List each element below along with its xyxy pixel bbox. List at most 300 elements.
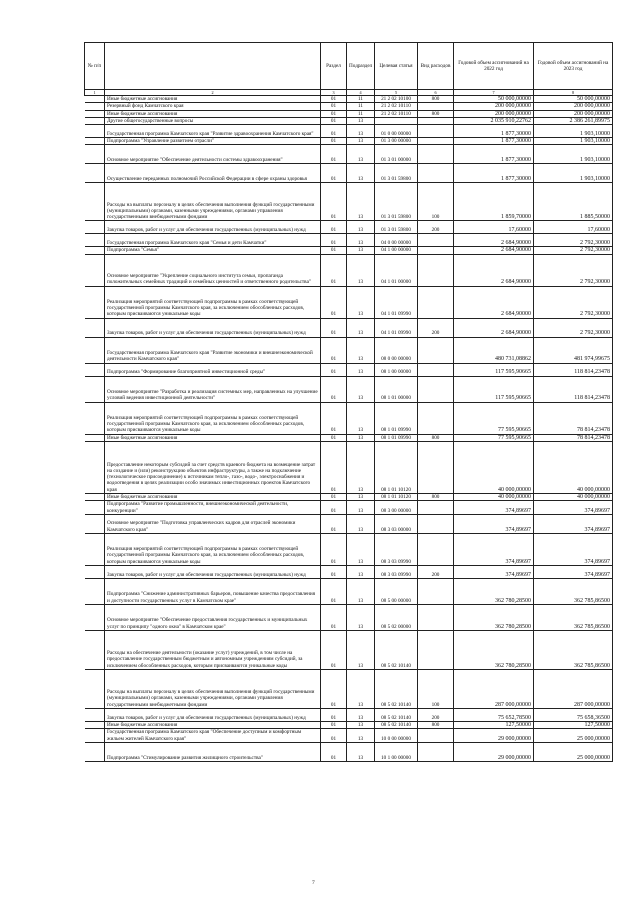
item-name-cell: Предоставление некоторым субсидий за счет средств краевого бюджета на возмещение затрат на создание и (или) реконструкцию объектов инфраструктуры, а также на подключение (технологическое присоединение) к источникам тепло-, газо-, водо-, электроснабжения и водоотведения в целях реализации особо значимых инвестиционных проектов Камчатского края — [105, 442, 321, 494]
allocation-2023-cell: 374,89697 — [534, 514, 613, 533]
row-number-cell — [85, 337, 105, 363]
row-number-cell — [85, 501, 105, 515]
target-article-cell — [375, 117, 418, 124]
subsection-cell: 13 — [347, 363, 375, 376]
target-article-cell: 08 3 03 00000 — [375, 514, 418, 533]
row-number-cell — [85, 533, 105, 565]
target-article-cell: 01 3 01 59800 — [375, 183, 418, 221]
allocation-2022-cell: 77 595,90665 — [454, 434, 534, 441]
allocation-2022-cell: 374,89697 — [454, 533, 534, 565]
expense-kind-cell: 200 — [418, 708, 454, 721]
table-row — [85, 669, 613, 708]
target-article-cell: 08 1 01 00000 — [375, 376, 418, 402]
target-article-cell: 08 5 02 10140 — [375, 669, 418, 708]
budget-allocation-table — [84, 42, 613, 762]
target-article-cell: 08 5 02 10140 — [375, 630, 418, 669]
item-name-cell: Закупка товаров, работ и услуг для обеспечения государственных (муниципальных) нужд — [105, 565, 321, 578]
row-number-cell — [85, 514, 105, 533]
row-number-cell — [85, 434, 105, 441]
section-cell: 01 — [321, 234, 347, 247]
allocation-2023-cell: 118 814,23478 — [534, 376, 613, 402]
expense-kind-cell — [418, 254, 454, 286]
allocation-2023-cell: 2 792,30000 — [534, 254, 613, 286]
target-article-cell: 08 1 01 10120 — [375, 494, 418, 501]
table-row — [85, 494, 613, 501]
target-article-cell: 08 5 02 00000 — [375, 604, 418, 630]
allocation-2023-cell: 2 792,30000 — [534, 234, 613, 247]
allocation-2022-cell: 2 684,90000 — [454, 247, 534, 254]
expense-kind-cell — [418, 376, 454, 402]
section-cell: 01 — [321, 708, 347, 721]
section-cell: 01 — [321, 145, 347, 164]
item-name-cell: Расходы на обеспечение деятельности (оказание услуг) учреждений, в том числе на предоставление государственным бюджетным и автономным учреждениям субсидий, за исключением обособленных расходов, которым присваиваются уникальные коды — [105, 630, 321, 669]
table-row — [85, 234, 613, 247]
item-name-cell: Подпрограмма "Развитие промышленности, внешнеэкономической деятельности, конкуренции" — [105, 501, 321, 515]
subsection-cell: 13 — [347, 234, 375, 247]
subsection-cell: 13 — [347, 669, 375, 708]
subsection-cell: 11 — [347, 103, 375, 110]
expense-kind-cell: 100 — [418, 183, 454, 221]
row-number-cell — [85, 318, 105, 337]
allocation-2023-cell: 118 814,23478 — [534, 363, 613, 376]
row-number-cell — [85, 221, 105, 234]
allocation-2022-cell: 362 780,28500 — [454, 578, 534, 604]
subsection-cell: 13 — [347, 729, 375, 743]
subsection-cell: 13 — [347, 337, 375, 363]
target-article-cell: 04 1 00 00000 — [375, 247, 418, 254]
table-row — [85, 708, 613, 721]
target-article-cell: 08 3 03 09990 — [375, 565, 418, 578]
section-cell: 01 — [321, 565, 347, 578]
expense-kind-cell — [418, 630, 454, 669]
header-expense-kind: Вид расходов — [418, 43, 454, 90]
column-number: 4 — [347, 90, 375, 96]
section-cell: 01 — [321, 103, 347, 110]
allocation-2022-cell: 2 035 910,22762 — [454, 117, 534, 124]
expense-kind-cell: 800 — [418, 721, 454, 728]
row-number-cell — [85, 254, 105, 286]
column-number: 7 — [454, 90, 534, 96]
allocation-2023-cell: 362 785,86500 — [534, 630, 613, 669]
item-name-cell: Закупка товаров, работ и услуг для обеспечения государственных (муниципальных) нужд — [105, 221, 321, 234]
column-number: 6 — [418, 90, 454, 96]
item-name-cell: Закупка товаров, работ и услуг для обеспечения государственных (муниципальных) нужд — [105, 708, 321, 721]
subsection-cell: 13 — [347, 442, 375, 494]
section-cell: 01 — [321, 247, 347, 254]
allocation-2022-cell: 374,89697 — [454, 565, 534, 578]
expense-kind-cell — [418, 514, 454, 533]
table-row — [85, 164, 613, 183]
allocation-2022-cell: 40 000,00000 — [454, 442, 534, 494]
row-number-cell — [85, 721, 105, 728]
allocation-2022-cell: 362 780,28500 — [454, 604, 534, 630]
item-name-cell: Государственная программа Камчатского края "Обеспечение доступным и комфортным жильем жителей Камчатского края" — [105, 729, 321, 743]
item-name-cell: Основное мероприятие "Подготовка управленческих кадров для отраслей экономики Камчатского края" — [105, 514, 321, 533]
table-row — [85, 96, 613, 103]
row-number-cell — [85, 565, 105, 578]
target-article-cell: 01 3 01 59800 — [375, 221, 418, 234]
allocation-2022-cell: 117 595,90665 — [454, 363, 534, 376]
expense-kind-cell — [418, 578, 454, 604]
subsection-cell: 13 — [347, 533, 375, 565]
expense-kind-cell — [418, 533, 454, 565]
allocation-2022-cell: 374,89697 — [454, 501, 534, 515]
item-name-cell: Расходы на выплаты персоналу в целях обеспечения выполнения функций государственными (муниципальными) органами, казенными учреждениями, органами управления государственными внебюджетными фондами — [105, 183, 321, 221]
table-row — [85, 402, 613, 434]
expense-kind-cell — [418, 501, 454, 515]
row-number-cell — [85, 117, 105, 124]
target-article-cell: 08 1 01 09990 — [375, 434, 418, 441]
expense-kind-cell — [418, 125, 454, 138]
allocation-2022-cell: 1 859,70000 — [454, 183, 534, 221]
table-header-row — [85, 43, 613, 90]
allocation-2023-cell: 362 785,86500 — [534, 578, 613, 604]
allocation-2023-cell: 287 000,00000 — [534, 669, 613, 708]
item-name-cell: Иные бюджетные ассигнования — [105, 721, 321, 728]
expense-kind-cell — [418, 286, 454, 318]
allocation-2022-cell: 1 877,30000 — [454, 164, 534, 183]
target-article-cell: 04 0 00 00000 — [375, 234, 418, 247]
subsection-cell: 13 — [347, 138, 375, 145]
table-row — [85, 110, 613, 117]
expense-kind-cell: 100 — [418, 669, 454, 708]
allocation-2023-cell: 1 903,10000 — [534, 125, 613, 138]
allocation-2022-cell: 200 000,00000 — [454, 103, 534, 110]
subsection-cell: 13 — [347, 494, 375, 501]
expense-kind-cell: 200 — [418, 318, 454, 337]
section-cell: 01 — [321, 96, 347, 103]
subsection-cell: 13 — [347, 254, 375, 286]
allocation-2023-cell: 200 000,00000 — [534, 110, 613, 117]
allocation-2022-cell: 1 877,30000 — [454, 145, 534, 164]
row-number-cell — [85, 363, 105, 376]
section-cell: 01 — [321, 318, 347, 337]
table-row — [85, 247, 613, 254]
expense-kind-cell — [418, 138, 454, 145]
subsection-cell: 13 — [347, 434, 375, 441]
table-row — [85, 254, 613, 286]
expense-kind-cell: 800 — [418, 96, 454, 103]
table-row — [85, 533, 613, 565]
table-row — [85, 145, 613, 164]
target-article-cell: 08 0 00 00000 — [375, 337, 418, 363]
expense-kind-cell — [418, 103, 454, 110]
target-article-cell: 21 2 02 10110 — [375, 110, 418, 117]
allocation-2022-cell: 374,89697 — [454, 514, 534, 533]
subsection-cell: 13 — [347, 286, 375, 318]
column-number: 5 — [375, 90, 418, 96]
expense-kind-cell — [418, 604, 454, 630]
target-article-cell: 08 3 03 09990 — [375, 533, 418, 565]
section-cell: 01 — [321, 578, 347, 604]
allocation-2023-cell: 50 000,00000 — [534, 96, 613, 103]
table-row — [85, 514, 613, 533]
row-number-cell — [85, 376, 105, 402]
target-article-cell: 01 3 00 00000 — [375, 138, 418, 145]
expense-kind-cell — [418, 337, 454, 363]
subsection-cell: 13 — [347, 578, 375, 604]
table-row — [85, 363, 613, 376]
row-number-cell — [85, 708, 105, 721]
section-cell: 01 — [321, 138, 347, 145]
table-row — [85, 103, 613, 110]
row-number-cell — [85, 604, 105, 630]
subsection-cell: 13 — [347, 501, 375, 515]
expense-kind-cell — [418, 117, 454, 124]
table-row — [85, 318, 613, 337]
allocation-2023-cell: 25 000,00000 — [534, 729, 613, 743]
target-article-cell: 08 1 01 09990 — [375, 402, 418, 434]
table-row — [85, 565, 613, 578]
subsection-cell: 13 — [347, 125, 375, 138]
allocation-2022-cell: 1 877,30000 — [454, 138, 534, 145]
subsection-cell: 13 — [347, 221, 375, 234]
section-cell: 01 — [321, 533, 347, 565]
allocation-2023-cell: 362 785,86500 — [534, 604, 613, 630]
target-article-cell: 08 5 02 10140 — [375, 708, 418, 721]
target-article-cell: 01 0 00 00000 — [375, 125, 418, 138]
allocation-2023-cell: 2 386 261,89975 — [534, 117, 613, 124]
expense-kind-cell — [418, 363, 454, 376]
item-name-cell: Реализация мероприятий соответствующей подпрограммы в рамках соответствующей государственной программы Камчатского края, за исключением обособленных расходов, которым присваиваются уникальные коды — [105, 533, 321, 565]
section-cell: 01 — [321, 337, 347, 363]
subsection-cell: 13 — [347, 565, 375, 578]
allocation-2022-cell: 50 000,00000 — [454, 96, 534, 103]
item-name-cell: Иные бюджетные ассигнования — [105, 110, 321, 117]
section-cell: 01 — [321, 164, 347, 183]
table-row — [85, 337, 613, 363]
allocation-2022-cell: 2 684,90000 — [454, 254, 534, 286]
header-name — [105, 43, 321, 90]
expense-kind-cell: 200 — [418, 221, 454, 234]
subsection-cell: 13 — [347, 164, 375, 183]
section-cell: 01 — [321, 117, 347, 124]
item-name-cell: Основное мероприятие "Укрепление социального института семьи, пропаганда положительных семейных традиций и семейных ценностей и ответственного родительства" — [105, 254, 321, 286]
section-cell: 01 — [321, 376, 347, 402]
expense-kind-cell — [418, 402, 454, 434]
section-cell: 01 — [321, 402, 347, 434]
item-name-cell: Иные бюджетные ассигнования — [105, 494, 321, 501]
expense-kind-cell — [418, 742, 454, 761]
target-article-cell: 08 1 01 10120 — [375, 442, 418, 494]
table-row — [85, 125, 613, 138]
item-name-cell: Подпрограмма "Снижение административных барьеров, повышение качества предоставления и доступности государственных услуг в Камчатском крае" — [105, 578, 321, 604]
allocation-2022-cell: 362 780,28500 — [454, 630, 534, 669]
target-article-cell: 21 2 02 10110 — [375, 103, 418, 110]
row-number-cell — [85, 110, 105, 117]
subsection-cell: 13 — [347, 117, 375, 124]
row-number-cell — [85, 286, 105, 318]
target-article-cell: 01 3 01 00000 — [375, 145, 418, 164]
allocation-2022-cell: 287 000,00000 — [454, 669, 534, 708]
allocation-2023-cell: 200 000,00000 — [534, 103, 613, 110]
allocation-2022-cell: 200 000,00000 — [454, 110, 534, 117]
row-number-cell — [85, 138, 105, 145]
section-cell: 01 — [321, 183, 347, 221]
table-row — [85, 630, 613, 669]
allocation-2023-cell: 1 885,50000 — [534, 183, 613, 221]
section-cell: 01 — [321, 442, 347, 494]
row-number-cell — [85, 125, 105, 138]
section-cell: 01 — [321, 363, 347, 376]
item-name-cell: Иные бюджетные ассигнования — [105, 434, 321, 441]
target-article-cell: 08 5 02 10140 — [375, 721, 418, 728]
item-name-cell: Другие общегосударственные вопросы — [105, 117, 321, 124]
expense-kind-cell: 800 — [418, 494, 454, 501]
allocation-2023-cell: 127,50000 — [534, 721, 613, 728]
section-cell: 01 — [321, 630, 347, 669]
item-name-cell: Закупка товаров, работ и услуг для обеспечения государственных (муниципальных) нужд — [105, 318, 321, 337]
expense-kind-cell — [418, 442, 454, 494]
allocation-2022-cell: 2 684,90000 — [454, 318, 534, 337]
table-row — [85, 721, 613, 728]
target-article-cell: 08 1 00 00000 — [375, 363, 418, 376]
item-name-cell: Реализация мероприятий соответствующей подпрограммы в рамках соответствующей государственной программы Камчатского края, за исключением обособленных расходов, которым присваиваются уникальные коды — [105, 286, 321, 318]
allocation-2022-cell: 77 595,90665 — [454, 402, 534, 434]
expense-kind-cell — [418, 729, 454, 743]
section-cell: 01 — [321, 501, 347, 515]
section-cell: 01 — [321, 254, 347, 286]
allocation-2022-cell: 2 684,90000 — [454, 234, 534, 247]
subsection-cell: 13 — [347, 742, 375, 761]
subsection-cell: 13 — [347, 402, 375, 434]
header-allocation-2022: Годовой объем ассигнований на 2022 год — [454, 43, 534, 90]
item-name-cell: Основное мероприятие "Обеспечение деятельности системы здравоохранения" — [105, 145, 321, 164]
table-row — [85, 742, 613, 761]
table-row — [85, 434, 613, 441]
subsection-cell: 13 — [347, 183, 375, 221]
header-section: Раздел — [321, 43, 347, 90]
allocation-2022-cell: 29 000,00000 — [454, 729, 534, 743]
subsection-cell: 11 — [347, 96, 375, 103]
table-row — [85, 442, 613, 494]
table-row — [85, 501, 613, 515]
column-number: 8 — [534, 90, 613, 96]
item-name-cell: Государственная программа Камчатского края "Развитие здравоохранения Камчатского края" — [105, 125, 321, 138]
column-number: 3 — [321, 90, 347, 96]
table-row — [85, 729, 613, 743]
allocation-2022-cell: 17,60000 — [454, 221, 534, 234]
expense-kind-cell: 800 — [418, 110, 454, 117]
header-rowno: № п/п — [85, 43, 105, 90]
allocation-2023-cell: 75 658,36500 — [534, 708, 613, 721]
expense-kind-cell — [418, 234, 454, 247]
row-number-cell — [85, 442, 105, 494]
allocation-2023-cell: 2 792,30000 — [534, 247, 613, 254]
target-article-cell: 04 1 01 00000 — [375, 254, 418, 286]
subsection-cell: 13 — [347, 318, 375, 337]
section-cell: 01 — [321, 721, 347, 728]
allocation-2023-cell: 17,60000 — [534, 221, 613, 234]
allocation-2023-cell: 40 000,00000 — [534, 494, 613, 501]
expense-kind-cell — [418, 247, 454, 254]
allocation-2022-cell: 40 000,00000 — [454, 494, 534, 501]
allocation-2022-cell: 2 684,90000 — [454, 286, 534, 318]
allocation-2023-cell: 2 792,30000 — [534, 286, 613, 318]
header-target-article: Целевая статья — [375, 43, 418, 90]
allocation-2022-cell: 117 595,90665 — [454, 376, 534, 402]
row-number-cell — [85, 402, 105, 434]
item-name-cell: Реализация мероприятий соответствующей подпрограммы в рамках соответствующей государственной программы Камчатского края, за исключением обособленных расходов, которым присваиваются уникальные коды — [105, 402, 321, 434]
row-number-cell — [85, 234, 105, 247]
row-number-cell — [85, 183, 105, 221]
allocation-2022-cell: 127,50000 — [454, 721, 534, 728]
row-number-cell — [85, 96, 105, 103]
header-allocation-2023: Годовой объем ассигнований на 2023 год — [534, 43, 613, 90]
expense-kind-cell — [418, 145, 454, 164]
allocation-2023-cell: 374,89697 — [534, 533, 613, 565]
target-article-cell: 01 3 01 59800 — [375, 164, 418, 183]
target-article-cell: 21 2 02 10100 — [375, 96, 418, 103]
allocation-2023-cell: 374,89697 — [534, 501, 613, 515]
subsection-cell: 13 — [347, 630, 375, 669]
section-cell: 01 — [321, 729, 347, 743]
allocation-2023-cell: 25 000,00000 — [534, 742, 613, 761]
subsection-cell: 13 — [347, 247, 375, 254]
page-number: 7 — [312, 880, 315, 886]
section-cell: 01 — [321, 110, 347, 117]
row-number-cell — [85, 494, 105, 501]
allocation-2022-cell: 1 877,30000 — [454, 125, 534, 138]
item-name-cell: Подпрограмма "Стимулирование развития жилищного строительства" — [105, 742, 321, 761]
allocation-2022-cell: 480 731,08862 — [454, 337, 534, 363]
item-name-cell: Резервный фонд Камчатского края — [105, 103, 321, 110]
expense-kind-cell: 200 — [418, 565, 454, 578]
header-subsection: Подраздел — [347, 43, 375, 90]
table-row — [85, 376, 613, 402]
item-name-cell: Государственная программа Камчатского края "Семья и дети Камчатки" — [105, 234, 321, 247]
allocation-2023-cell: 78 814,23478 — [534, 434, 613, 441]
allocation-2023-cell: 1 903,10000 — [534, 164, 613, 183]
item-name-cell: Государственная программа Камчатского края "Развитие экономики и внешнеэкономической деятельности Камчатского края" — [105, 337, 321, 363]
row-number-cell — [85, 145, 105, 164]
table-row — [85, 183, 613, 221]
table-row — [85, 286, 613, 318]
subsection-cell: 11 — [347, 110, 375, 117]
table-row — [85, 221, 613, 234]
section-cell: 01 — [321, 286, 347, 318]
subsection-cell: 13 — [347, 604, 375, 630]
table-row — [85, 138, 613, 145]
subsection-cell: 13 — [347, 708, 375, 721]
allocation-2023-cell: 40 000,00000 — [534, 442, 613, 494]
row-number-cell — [85, 578, 105, 604]
target-article-cell: 10 0 00 00000 — [375, 729, 418, 743]
row-number-cell — [85, 630, 105, 669]
section-cell: 01 — [321, 514, 347, 533]
row-number-cell — [85, 247, 105, 254]
section-cell: 01 — [321, 434, 347, 441]
target-article-cell: 04 1 01 09990 — [375, 318, 418, 337]
item-name-cell: Расходы на выплаты персоналу в целях обеспечения выполнения функций государственными (муниципальными) органами, казенными учреждениями, органами управления государственными внебюджетными фондами — [105, 669, 321, 708]
expense-kind-cell: 800 — [418, 434, 454, 441]
allocation-2022-cell: 75 652,78500 — [454, 708, 534, 721]
subsection-cell: 13 — [347, 145, 375, 164]
allocation-2023-cell: 1 903,10000 — [534, 145, 613, 164]
section-cell: 01 — [321, 742, 347, 761]
allocation-2023-cell: 374,89697 — [534, 565, 613, 578]
section-cell: 01 — [321, 494, 347, 501]
target-article-cell: 10 1 00 00000 — [375, 742, 418, 761]
allocation-2022-cell: 29 000,00000 — [454, 742, 534, 761]
column-number: 1 — [85, 90, 105, 96]
subsection-cell: 13 — [347, 376, 375, 402]
table-row — [85, 578, 613, 604]
target-article-cell: 04 1 01 09990 — [375, 286, 418, 318]
item-name-cell: Основное мероприятие "Разработка и реализация системных мер, направленных на улучшение условий ведения инвестиционной деятельности" — [105, 376, 321, 402]
item-name-cell: Подпрограмма "Формирование благоприятной инвестиционной среды" — [105, 363, 321, 376]
item-name-cell: Подпрограмма "Управление развитием отрасли" — [105, 138, 321, 145]
